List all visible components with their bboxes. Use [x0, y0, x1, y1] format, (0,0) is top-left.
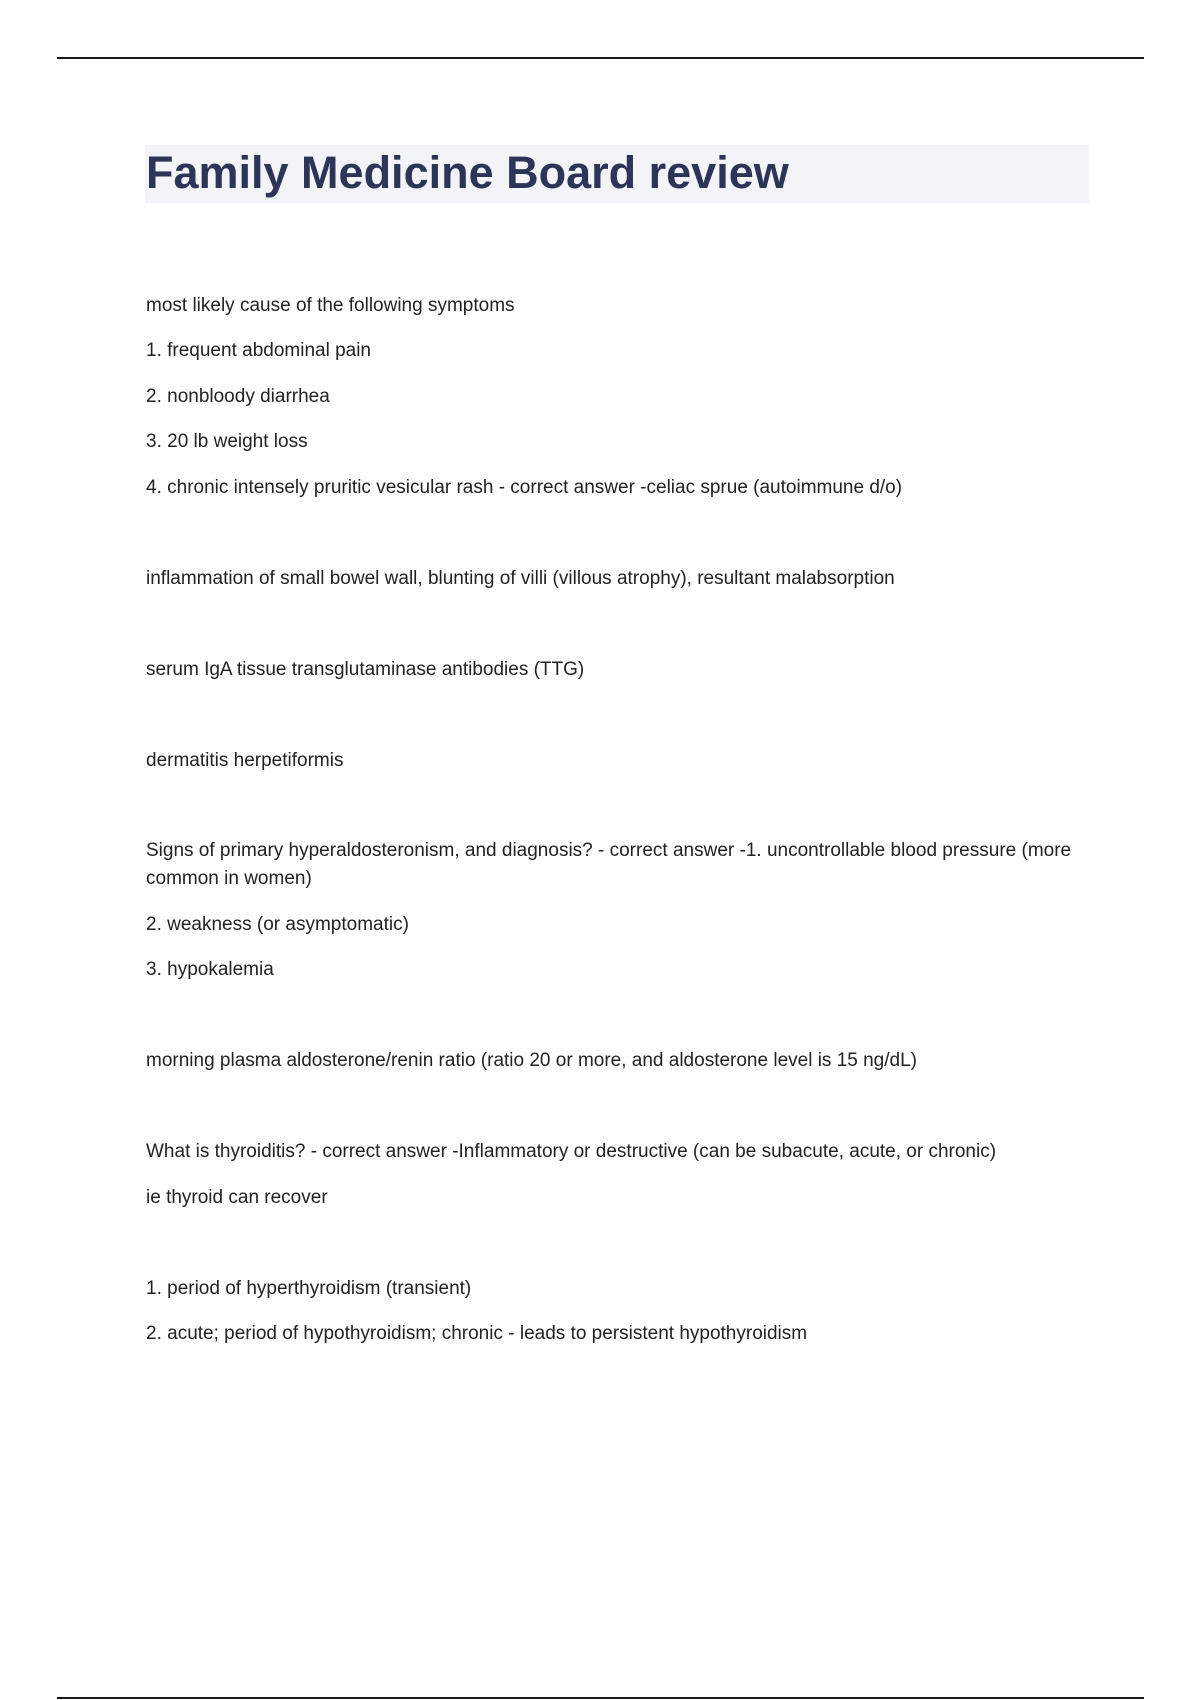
text-line: 3. hypokalemia [146, 959, 274, 980]
text-line: inflammation of small bowel wall, blunting of villi (villous atrophy), resultant malabsorption [146, 568, 895, 589]
text-line: 1. frequent abdominal pain [146, 340, 371, 361]
text-line: most likely cause of the following symptoms [146, 295, 515, 316]
text-line: 1. period of hyperthyroidism (transient) [146, 1278, 472, 1299]
text-line: morning plasma aldosterone/renin ratio (ratio 20 or more, and aldosterone level is 15 ng/dL) [146, 1050, 917, 1071]
top-rule [57, 57, 1144, 59]
text-line: 4. chronic intensely pruritic vesicular rash - correct answer -celiac sprue (autoimmune d/o) [146, 477, 903, 498]
text-line: 2. acute; period of hypothyroidism; chronic - leads to persistent hypothyroidism [146, 1323, 808, 1344]
text-line: 3. 20 lb weight loss [146, 431, 308, 452]
page-title: Family Medicine Board review [146, 147, 789, 198]
text-line: ie thyroid can recover [146, 1187, 328, 1208]
bottom-rule [57, 1697, 1144, 1699]
text-line: dermatitis herpetiformis [146, 750, 344, 771]
text-line: serum IgA tissue transglutaminase antibodies (TTG) [146, 659, 585, 680]
text-line: 2. nonbloody diarrhea [146, 386, 330, 407]
text-line: What is thyroiditis? - correct answer -Inflammatory or destructive (can be subacute, acute, or chronic) [146, 1141, 997, 1162]
text-line: Signs of primary hyperaldosteronism, and diagnosis? - correct answer -1. uncontrollable blood pressure (more common in women) [146, 840, 1072, 889]
text-line: 2. weakness (or asymptomatic) [146, 914, 409, 935]
